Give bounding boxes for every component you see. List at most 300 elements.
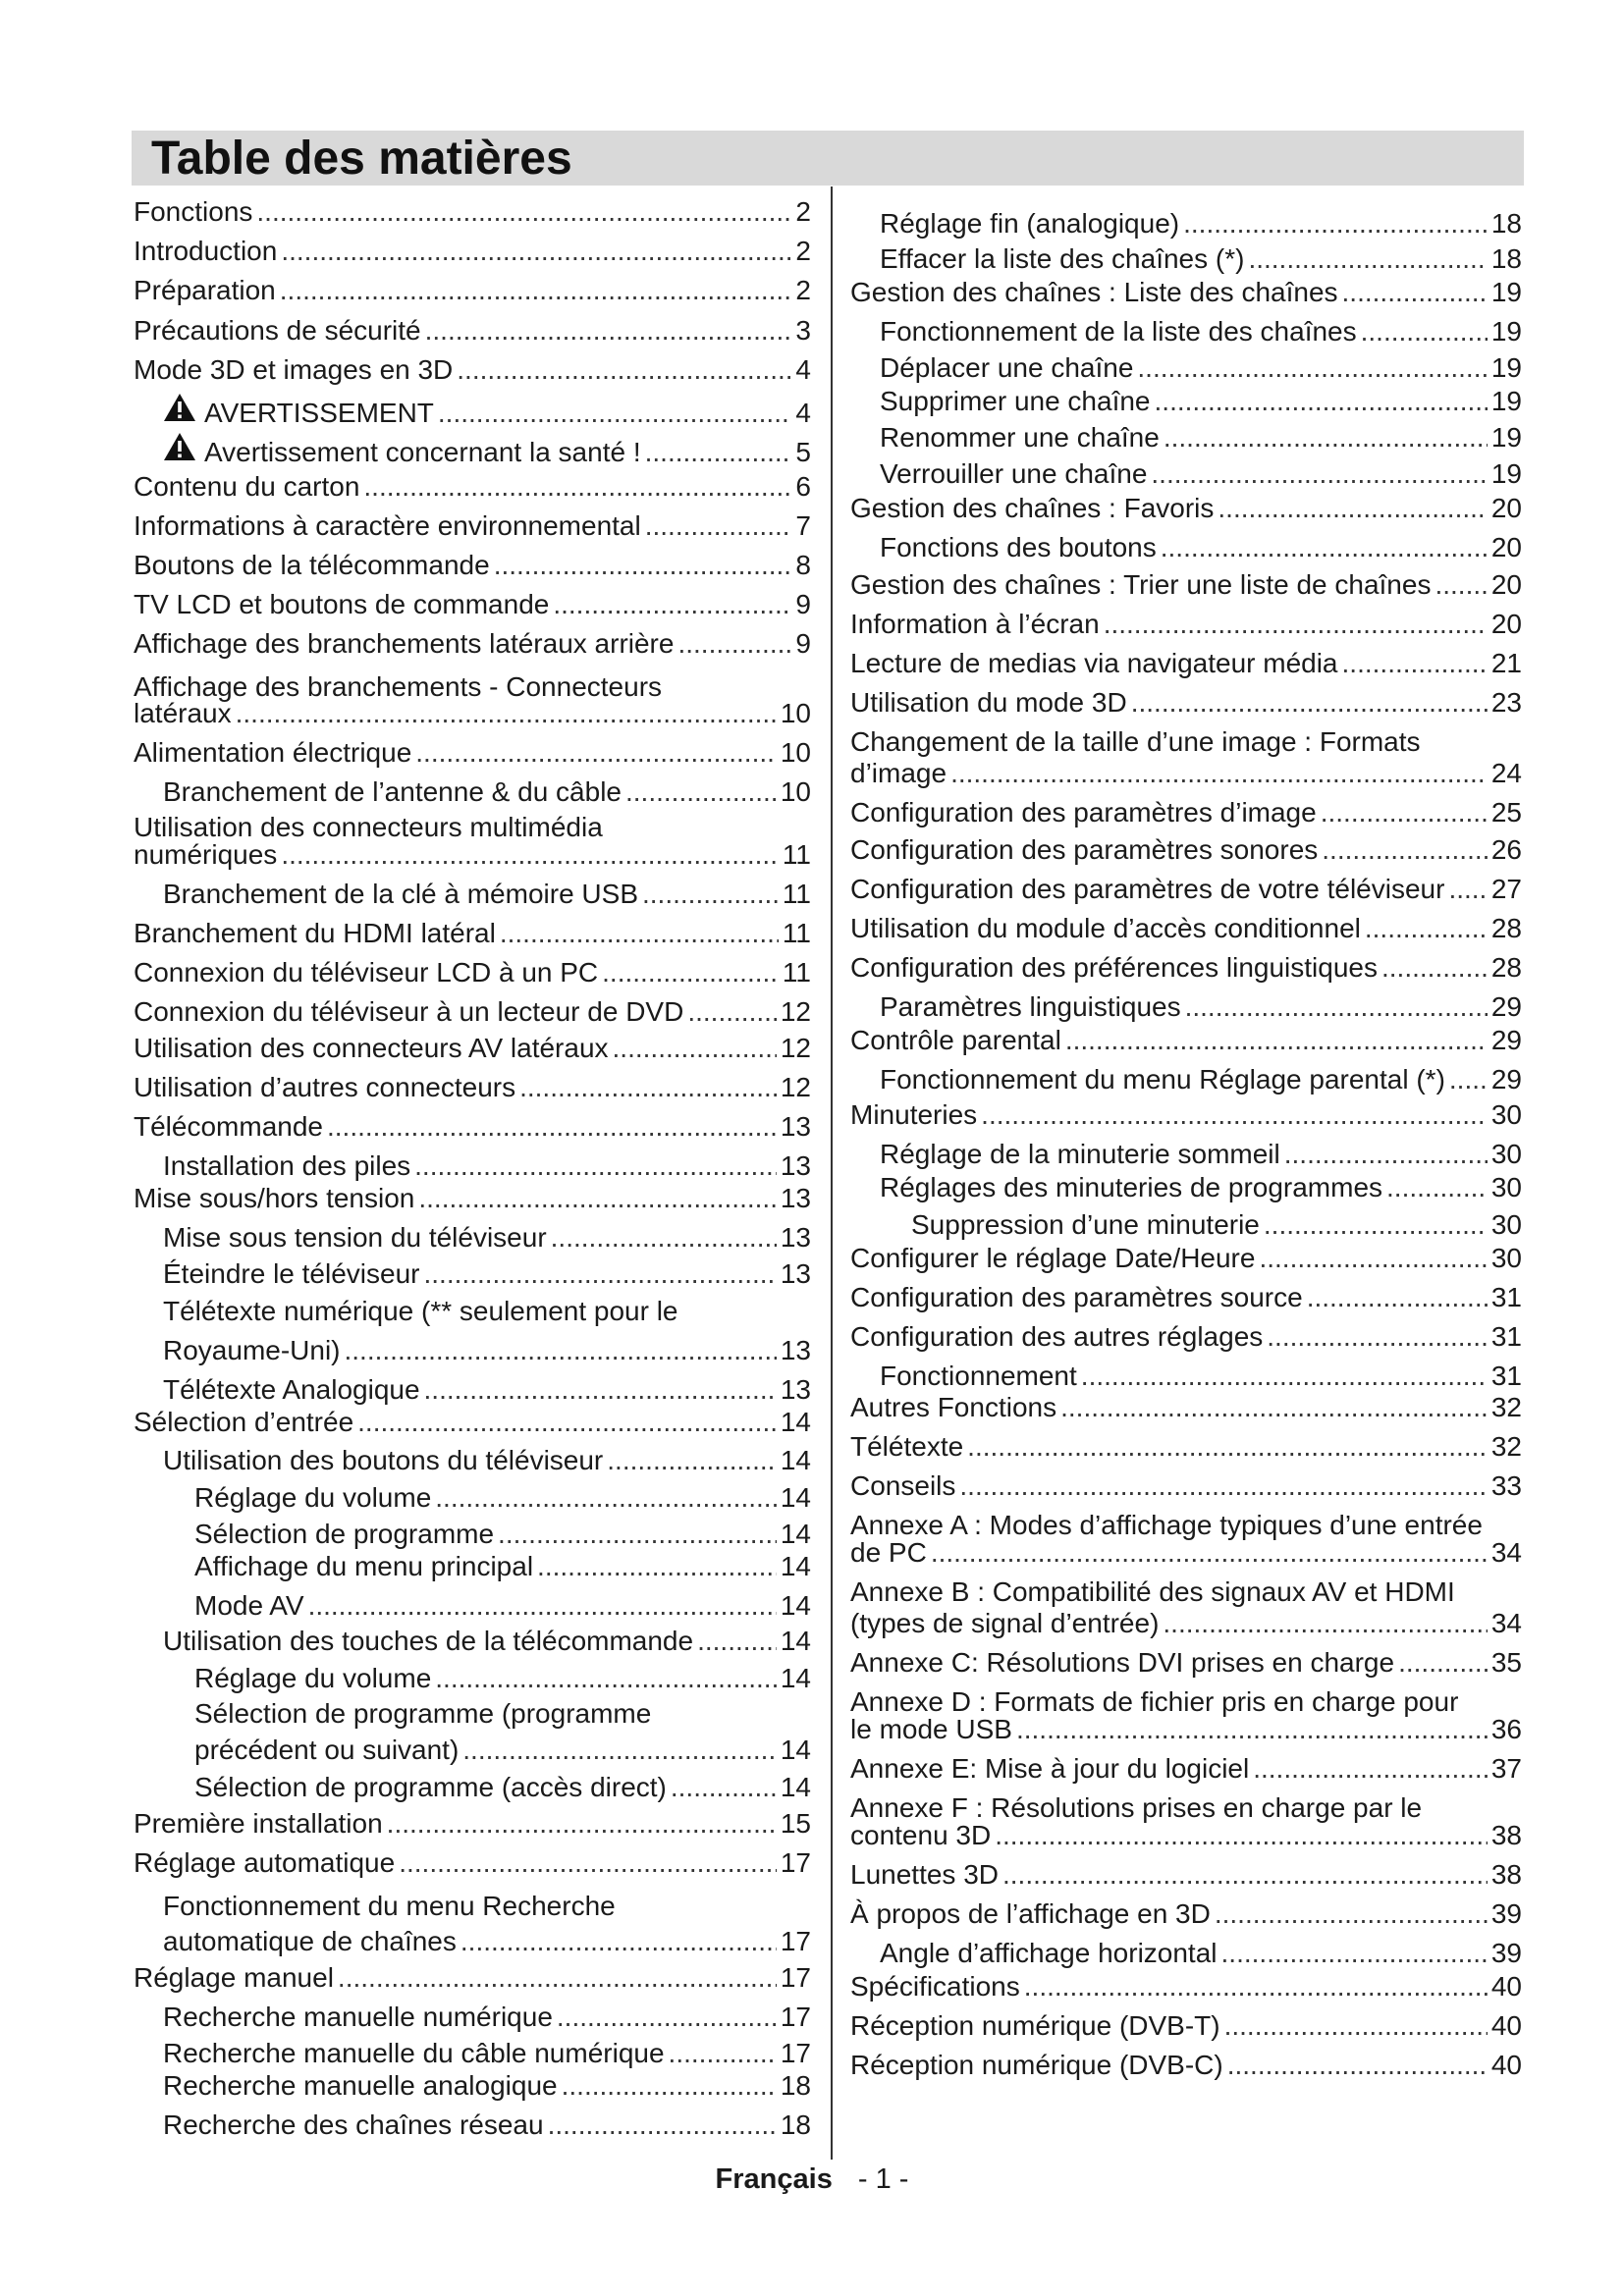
toc-leader-dots: [1361, 316, 1488, 347]
toc-entry-page: 29: [1490, 991, 1522, 1022]
toc-entry-page: 38: [1490, 1820, 1522, 1850]
toc-leader-dots: [1448, 874, 1487, 905]
toc-entry[interactable]: [850, 1282, 1522, 1313]
toc-leader-dots: [281, 236, 791, 267]
toc-leader-dots: [1163, 1608, 1487, 1639]
toc-entry[interactable]: [850, 2050, 1522, 2081]
toc-leader-dots: [1081, 1361, 1488, 1392]
toc-entry-page: 18: [1490, 208, 1522, 239]
toc-entry-page: 13: [780, 1374, 811, 1405]
toc-entry-page: 10: [780, 776, 811, 807]
toc-entry-title: Annexe E: Mise à jour du logiciel: [850, 1753, 1250, 1784]
toc-entry-page: 30: [1490, 1139, 1522, 1169]
toc-entry[interactable]: [163, 1258, 811, 1290]
toc-entry-page: 5: [795, 437, 811, 467]
toc-leader-dots: [460, 1926, 777, 1957]
toc-leader-dots: [498, 1519, 777, 1550]
toc-entry-title: Supprimer une chaîne: [880, 386, 1151, 416]
toc-leader-dots: [280, 275, 792, 306]
toc-leader-dots: [1342, 648, 1488, 679]
toc-entry[interactable]: [880, 1361, 1522, 1392]
toc-entry-title: Spécifications: [850, 1971, 1020, 2002]
toc-entry[interactable]: [194, 1482, 811, 1514]
toc-entry[interactable]: [134, 196, 811, 228]
toc-entry[interactable]: [880, 532, 1522, 563]
toc-entry[interactable]: [163, 2070, 811, 2102]
toc-entry[interactable]: [134, 275, 811, 306]
toc-entry-title: Fonctionnement du menu Recherche: [163, 1891, 616, 1921]
toc-leader-dots: [1002, 1859, 1488, 1891]
toc-leader-dots: [931, 1537, 1488, 1569]
toc-entry[interactable]: [163, 1335, 811, 1366]
toc-entry-title: À propos de l’affichage en 3D: [850, 1898, 1211, 1929]
toc-leader-dots: [537, 1551, 777, 1582]
toc-leader-dots: [500, 918, 779, 949]
toc-entry[interactable]: [850, 1470, 1522, 1502]
toc-entry-title: Utilisation du module d’accès conditionnel: [850, 913, 1361, 943]
toc-entry-title: Gestion des chaînes : Favoris: [850, 493, 1215, 523]
toc-entry[interactable]: [850, 1898, 1522, 1930]
toc-entry[interactable]: [134, 589, 811, 620]
toc-entry[interactable]: [163, 879, 811, 910]
toc-entry[interactable]: [163, 2109, 811, 2141]
toc-entry[interactable]: [850, 569, 1522, 601]
toc-entry[interactable]: [134, 1183, 811, 1214]
toc-entry-page: 13: [780, 1335, 811, 1365]
toc-entry[interactable]: [134, 957, 811, 988]
toc-entry[interactable]: [880, 458, 1522, 490]
toc-entry-page: 31: [1490, 1321, 1522, 1352]
toc-entry-page: 13: [780, 1258, 811, 1289]
toc-entry-page: 30: [1490, 1099, 1522, 1130]
toc-entry-title: Recherche manuelle analogique: [163, 2070, 558, 2101]
toc-entry[interactable]: [850, 1243, 1522, 1274]
toc-entry-title: Affichage des branchements latéraux arrière: [134, 628, 675, 659]
toc-entry[interactable]: [163, 1891, 811, 1922]
toc-leader-dots: [1264, 1209, 1488, 1241]
toc-entry-title: Annexe C: Résolutions DVI prises en charge: [850, 1647, 1395, 1678]
toc-leader-dots: [338, 1962, 777, 1994]
toc-entry-title: Avertissement concernant la santé !: [204, 437, 641, 467]
toc-entry-title: Configuration des paramètres d’image: [850, 797, 1317, 828]
toc-leader-dots: [1365, 913, 1488, 944]
toc-entry-title: Mise sous tension du téléviseur: [163, 1222, 547, 1253]
toc-entry[interactable]: [850, 1859, 1522, 1891]
toc-entry[interactable]: [134, 996, 811, 1028]
toc-entry[interactable]: [880, 422, 1522, 454]
toc-entry[interactable]: [134, 1033, 811, 1064]
toc-entry-page: 39: [1490, 1938, 1522, 1968]
toc-entry[interactable]: [850, 1099, 1522, 1131]
toc-entry[interactable]: [134, 1847, 811, 1879]
toc-entry-title: Utilisation des touches de la télécommande: [163, 1626, 694, 1656]
toc-entry-title: Utilisation du mode 3D: [850, 687, 1127, 718]
toc-entry-page: 15: [780, 1808, 811, 1839]
toc-leader-dots: [1321, 797, 1488, 828]
toc-entry[interactable]: [880, 316, 1522, 347]
toc-entry-page: 28: [1490, 913, 1522, 943]
toc-entry[interactable]: [134, 1407, 811, 1438]
toc-entry-page: 32: [1490, 1431, 1522, 1462]
toc-entry-page: 25: [1490, 797, 1522, 828]
toc-entry-title: Information à l’écran: [850, 609, 1100, 639]
toc-entry-page: 11: [782, 957, 811, 988]
toc-entry[interactable]: [850, 1647, 1522, 1679]
toc-entry-page: 4: [795, 398, 811, 428]
toc-entry-title: Configuration des paramètres sonores: [850, 834, 1319, 865]
toc-entry-title: Télétexte numérique (** seulement pour le: [163, 1296, 678, 1326]
toc-entry-page: 40: [1490, 2010, 1522, 2041]
toc-leader-dots: [308, 1590, 777, 1622]
toc-entry-page: 20: [1490, 532, 1522, 562]
toc-entry[interactable]: [850, 1714, 1522, 1745]
toc-entry-page: 17: [780, 1962, 811, 1993]
toc-entry-page: 29: [1490, 1064, 1522, 1095]
toc-entry[interactable]: [880, 1139, 1522, 1170]
toc-leader-dots: [327, 1111, 777, 1143]
toc-entry[interactable]: [134, 550, 811, 581]
toc-entry-title: Minuteries: [850, 1099, 978, 1130]
toc-entry-title: Fonctions des boutons: [880, 532, 1157, 562]
toc-entry-title: Introduction: [134, 236, 278, 266]
toc-entry-title: Sélection de programme: [194, 1519, 495, 1549]
toc-entry-title: latéraux: [134, 698, 232, 728]
toc-entry[interactable]: [163, 1296, 811, 1327]
toc-entry-title: Réglage du volume: [194, 1482, 432, 1513]
toc-entry-page: 2: [795, 275, 811, 305]
toc-entry-title: Suppression d’une minuterie: [911, 1209, 1260, 1240]
toc-entry-page: 14: [780, 1407, 811, 1437]
toc-entry-title: Annexe A : Modes d’affichage typiques d’une entrée: [850, 1510, 1483, 1540]
toc-entry-title: précédent ou suivant): [194, 1735, 460, 1765]
toc-leader-dots: [562, 2070, 777, 2102]
toc-leader-dots: [418, 1183, 776, 1214]
toc-entry[interactable]: [850, 648, 1522, 679]
toc-entry[interactable]: [134, 698, 811, 729]
toc-entry[interactable]: [134, 315, 811, 347]
toc-entry-title: Mise sous/hors tension: [134, 1183, 415, 1213]
toc-entry-title: Conseils: [850, 1470, 956, 1501]
toc-entry-title: Annexe B : Compatibilité des signaux AV et HDMI: [850, 1576, 1455, 1607]
toc-leader-dots: [967, 1431, 1488, 1463]
toc-entry-page: 30: [1490, 1209, 1522, 1240]
toc-entry[interactable]: [163, 2038, 811, 2069]
toc-entry[interactable]: [850, 609, 1522, 640]
toc-entry-title: Mode 3D et images en 3D: [134, 354, 454, 385]
toc-entry-page: 19: [1490, 277, 1522, 307]
toc-entry-title: Télétexte Analogique: [163, 1374, 420, 1405]
toc-entry-title: Configuration des préférences linguistiques: [850, 952, 1378, 983]
toc-entry-page: 19: [1490, 458, 1522, 489]
toc-entry-page: 14: [780, 1519, 811, 1549]
toc-entry[interactable]: [163, 1150, 811, 1182]
toc-entry[interactable]: [163, 1222, 811, 1254]
toc-entry-page: 13: [780, 1111, 811, 1142]
toc-entry-title: Affichage du menu principal: [194, 1551, 534, 1581]
toc-entry-title: Recherche manuelle du câble numérique: [163, 2038, 665, 2068]
toc-entry-page: 24: [1490, 758, 1522, 788]
toc-entry-title: Boutons de la télécommande: [134, 550, 490, 580]
toc-entry-title: Lecture de medias via navigateur média: [850, 648, 1338, 678]
toc-leader-dots: [1215, 1898, 1488, 1930]
toc-entry[interactable]: [850, 913, 1522, 944]
toc-entry[interactable]: [880, 991, 1522, 1023]
toc-leader-dots: [345, 1335, 777, 1366]
toc-entry-page: 2: [795, 196, 811, 227]
toc-entry[interactable]: [134, 1072, 811, 1103]
toc-entry[interactable]: [194, 1698, 811, 1730]
toc-leader-dots: [551, 1222, 777, 1254]
toc-entry[interactable]: [194, 1663, 811, 1694]
toc-entry[interactable]: [880, 243, 1522, 275]
toc-entry[interactable]: [134, 1808, 811, 1840]
toc-leader-dots: [1259, 1243, 1487, 1274]
toc-entry[interactable]: [163, 1445, 811, 1476]
toc-entry-title: Télécommande: [134, 1111, 323, 1142]
toc-entry-page: 19: [1490, 386, 1522, 416]
toc-leader-dots: [435, 1663, 777, 1694]
toc-entry-page: 32: [1490, 1392, 1522, 1422]
toc-entry-title: Première installation: [134, 1808, 383, 1839]
toc-entry-title: Sélection d’entrée: [134, 1407, 354, 1437]
toc-entry-page: 31: [1490, 1361, 1522, 1391]
toc-entry[interactable]: [850, 1321, 1522, 1353]
toc-leader-dots: [697, 1626, 777, 1657]
toc-entry[interactable]: [134, 236, 811, 267]
toc-entry[interactable]: [850, 1025, 1522, 1056]
toc-entry[interactable]: [134, 839, 811, 871]
toc-leader-dots: [645, 437, 792, 468]
toc-leader-dots: [387, 1808, 777, 1840]
toc-leader-dots: [602, 957, 779, 988]
toc-entry[interactable]: [163, 393, 811, 429]
toc-entry-page: 37: [1490, 1753, 1522, 1784]
toc-entry-page: 17: [780, 2002, 811, 2032]
toc-entry[interactable]: [134, 1962, 811, 1994]
toc-entry-title: Préparation: [134, 275, 276, 305]
toc-entry[interactable]: [134, 918, 811, 949]
toc-leader-dots: [981, 1099, 1488, 1131]
toc-entry-title: Gestion des chaînes : Trier une liste de chaînes: [850, 569, 1432, 600]
toc-entry-page: 12: [780, 996, 811, 1027]
toc-entry-title: Branchement du HDMI latéral: [134, 918, 496, 948]
column-divider: [831, 187, 833, 2160]
toc-entry-title: Contenu du carton: [134, 471, 360, 502]
toc-entry-page: 14: [780, 1482, 811, 1513]
toc-entry[interactable]: [850, 1820, 1522, 1851]
toc-leader-dots: [1024, 1971, 1488, 2002]
toc-entry-title: Angle d’affichage horizontal: [880, 1938, 1218, 1968]
toc-leader-dots: [1151, 458, 1487, 490]
toc-entry[interactable]: [880, 1172, 1522, 1203]
toc-entry-title: Annexe F : Résolutions prises en charge par le: [850, 1792, 1423, 1823]
toc-entry-page: 6: [795, 471, 811, 502]
toc-entry-page: 8: [795, 550, 811, 580]
page-footer: [0, 2163, 1624, 2196]
toc-entry[interactable]: [134, 471, 811, 503]
toc-entry-title: de PC: [850, 1537, 927, 1568]
toc-entry[interactable]: [850, 277, 1522, 308]
toc-entry[interactable]: [194, 1551, 811, 1582]
toc-entry-title: Fonctionnement de la liste des chaînes: [880, 316, 1357, 347]
toc-entry-page: 30: [1490, 1243, 1522, 1273]
toc-entry[interactable]: [850, 493, 1522, 524]
toc-entry-page: 17: [780, 1926, 811, 1956]
toc-entry-title: Informations à caractère environnemental: [134, 510, 641, 541]
toc-leader-dots: [1161, 532, 1488, 563]
title-bar: [132, 131, 1524, 186]
toc-entry-page: 36: [1490, 1714, 1522, 1744]
toc-entry-title: Sélection de programme (programme: [194, 1698, 652, 1729]
toc-entry[interactable]: [194, 1519, 811, 1550]
toc-entry[interactable]: [850, 1392, 1522, 1423]
toc-entry[interactable]: [880, 1064, 1522, 1095]
page-number: - 1 -: [857, 2163, 909, 2195]
toc-leader-dots: [519, 1072, 777, 1103]
toc-leader-dots: [1104, 609, 1488, 640]
toc-entry-title: Recherche des chaînes réseau: [163, 2109, 544, 2140]
toc-leader-dots: [1449, 1064, 1488, 1095]
toc-entry-page: 13: [780, 1150, 811, 1181]
toc-leader-dots: [677, 628, 791, 660]
toc-entry-page: 14: [780, 1590, 811, 1621]
toc-leader-dots: [1185, 991, 1488, 1023]
toc-entry-title: Fonctionnement: [880, 1361, 1077, 1391]
toc-entry-page: 11: [782, 839, 811, 870]
toc-leader-dots: [1155, 386, 1488, 417]
toc-entry-page: 10: [780, 698, 811, 728]
toc-entry-title: Installation des piles: [163, 1150, 411, 1181]
warning-icon: [163, 393, 196, 422]
toc-entry-page: 17: [780, 2038, 811, 2068]
toc-entry[interactable]: [880, 386, 1522, 417]
toc-leader-dots: [1137, 352, 1487, 384]
toc-entry-page: 29: [1490, 1025, 1522, 1055]
toc-entry-title: Réglage fin (analogique): [880, 208, 1180, 239]
toc-entry-page: 14: [780, 1551, 811, 1581]
toc-entry[interactable]: [850, 1431, 1522, 1463]
toc-entry[interactable]: [850, 687, 1522, 719]
toc-entry-page: 20: [1490, 569, 1522, 600]
toc-entry[interactable]: [134, 510, 811, 542]
toc-entry-title: Utilisation des boutons du téléviseur: [163, 1445, 604, 1475]
toc-entry[interactable]: [850, 2010, 1522, 2042]
toc-entry[interactable]: [163, 2002, 811, 2033]
toc-entry[interactable]: [134, 628, 811, 660]
toc-entry-title: Autres Fonctions: [850, 1392, 1057, 1422]
toc-leader-dots: [1342, 277, 1488, 308]
toc-entry-title: Déplacer une chaîne: [880, 352, 1134, 383]
toc-entry[interactable]: [163, 1626, 811, 1657]
toc-entry[interactable]: [194, 1590, 811, 1622]
footer-language: Français: [715, 2163, 833, 2195]
warning-icon: [163, 432, 196, 461]
toc-entry[interactable]: [850, 797, 1522, 828]
toc-leader-dots: [1016, 1714, 1488, 1745]
toc-entry[interactable]: [850, 1608, 1522, 1639]
toc-entry[interactable]: [880, 1938, 1522, 1969]
toc-entry[interactable]: [850, 834, 1522, 866]
toc-entry-title: Renommer une chaîne: [880, 422, 1160, 453]
toc-entry[interactable]: [194, 1735, 811, 1766]
toc-entry[interactable]: [163, 776, 811, 808]
toc-entry-title: Utilisation des connecteurs AV latéraux: [134, 1033, 609, 1063]
toc-entry[interactable]: [880, 208, 1522, 240]
toc-entry[interactable]: [850, 726, 1522, 758]
toc-leader-dots: [625, 776, 777, 808]
toc-leader-dots: [423, 1258, 776, 1290]
toc-entry[interactable]: [163, 1374, 811, 1406]
toc-leader-dots: [1248, 243, 1487, 275]
toc-entry-title: Réglage du volume: [194, 1663, 432, 1693]
toc-leader-dots: [1183, 208, 1488, 240]
toc-entry[interactable]: [194, 1772, 811, 1803]
toc-entry[interactable]: [850, 758, 1522, 789]
toc-entry-page: 3: [795, 315, 811, 346]
toc-entry-title: Télétexte: [850, 1431, 964, 1462]
toc-entry-page: 27: [1490, 874, 1522, 904]
toc-leader-dots: [462, 1735, 777, 1766]
toc-entry[interactable]: [850, 1753, 1522, 1785]
toc-entry[interactable]: [134, 1111, 811, 1143]
toc-leader-dots: [1307, 1282, 1488, 1313]
toc-entry-title: contenu 3D: [850, 1820, 992, 1850]
toc-entry[interactable]: [911, 1209, 1522, 1241]
toc-entry[interactable]: [880, 352, 1522, 384]
toc-entry[interactable]: [163, 1926, 811, 1957]
toc-entry[interactable]: [850, 952, 1522, 984]
toc-leader-dots: [1224, 2010, 1488, 2042]
toc-entry-page: 17: [780, 1847, 811, 1878]
toc-entry-page: 35: [1490, 1647, 1522, 1678]
toc-leader-dots: [645, 510, 792, 542]
toc-leader-dots: [1322, 834, 1488, 866]
toc-entry-title: Paramètres linguistiques: [880, 991, 1181, 1022]
toc-entry-title: Branchement de la clé à mémoire USB: [163, 879, 638, 909]
toc-entry-page: 12: [780, 1072, 811, 1102]
toc-leader-dots: [548, 2109, 777, 2141]
toc-entry-title: Configuration des autres réglages: [850, 1321, 1264, 1352]
toc-entry-title: Précautions de sécurité: [134, 315, 421, 346]
toc-entry[interactable]: [850, 1971, 1522, 2002]
toc-entry-title: Contrôle parental: [850, 1025, 1061, 1055]
toc-entry-page: 26: [1490, 834, 1522, 865]
toc-leader-dots: [669, 2038, 777, 2069]
toc-entry-title: numériques: [134, 839, 278, 870]
toc-leader-dots: [1267, 1321, 1488, 1353]
toc-leader-dots: [281, 839, 779, 871]
toc-entry-page: 33: [1490, 1470, 1522, 1501]
toc-entry-title: Connexion du téléviseur LCD à un PC: [134, 957, 599, 988]
toc-entry[interactable]: [850, 1537, 1522, 1569]
toc-leader-dots: [1221, 1938, 1488, 1969]
toc-entry-title: Verrouiller une chaîne: [880, 458, 1148, 489]
toc-entry[interactable]: [850, 874, 1522, 905]
toc-entry[interactable]: [163, 432, 811, 468]
toc-entry[interactable]: [134, 354, 811, 386]
toc-entry-title: (types de signal d’entrée): [850, 1608, 1160, 1638]
toc-entry-page: 13: [780, 1222, 811, 1253]
toc-entry-page: 14: [780, 1663, 811, 1693]
toc-entry[interactable]: [850, 1576, 1522, 1608]
toc-entry-title: Réception numérique (DVB-C): [850, 2050, 1223, 2080]
toc-entry-title: Configurer le réglage Date/Heure: [850, 1243, 1256, 1273]
toc-leader-dots: [1227, 2050, 1488, 2081]
toc-entry-page: 20: [1490, 493, 1522, 523]
toc-leader-dots: [1435, 569, 1487, 601]
toc-entry-page: 14: [780, 1626, 811, 1656]
toc-entry[interactable]: [134, 737, 811, 769]
